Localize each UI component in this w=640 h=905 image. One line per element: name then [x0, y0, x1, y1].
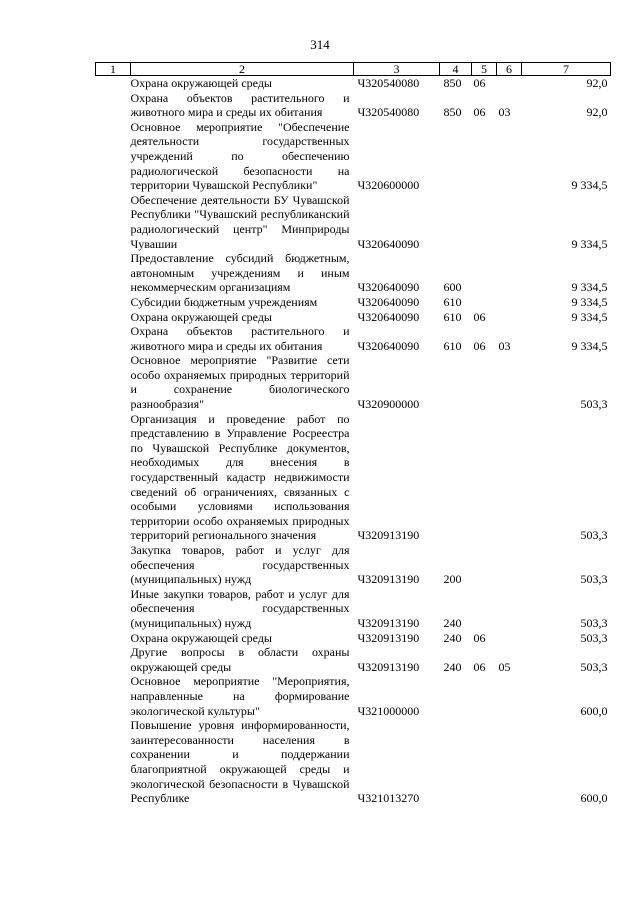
row-name: Субсидии бюджетным учреждениям [130, 294, 318, 309]
row-blank-cell [96, 310, 131, 325]
row-section [472, 120, 497, 193]
table-row [96, 353, 611, 411]
row-subsection [497, 310, 522, 325]
row-blank-cell [96, 251, 131, 295]
row-subsection [497, 631, 522, 646]
row-subsection: 03 [498, 105, 511, 120]
row-subsection [497, 295, 522, 310]
row-blank-cell [96, 120, 131, 193]
row-code: Ч320900000 [357, 397, 420, 412]
row-subsection [497, 587, 522, 631]
row-name: Охрана окружающей среды [130, 76, 272, 90]
row-name: Основное мероприятие "Мероприятия, направленные на формирование экологической культуры" [130, 674, 350, 718]
row-expense-type: 610 [443, 294, 462, 309]
table-row [96, 412, 611, 543]
row-section [472, 295, 497, 310]
row-section: 06 [473, 76, 486, 90]
row-code: Ч320913190 [357, 528, 420, 543]
row-name: Охрана окружающей среды [130, 630, 272, 645]
row-amount: 9 334,5 [571, 178, 608, 193]
row-code: Ч321013270 [357, 791, 420, 806]
row-section: 06 [473, 338, 486, 353]
row-amount: 600,0 [580, 703, 608, 718]
row-blank-cell [96, 91, 131, 120]
row-name: Повышение уровня информированности, заинтересованности населения в сохранении и поддержании благоприятной окружающей среды и экологической безопасности в Чувашской Республике [130, 718, 350, 806]
row-expense-type: 850 [443, 76, 462, 90]
table-row [96, 295, 611, 310]
table-row [96, 631, 611, 646]
row-code: Ч320540080 [357, 105, 420, 120]
row-expense-type: 240 [443, 630, 462, 645]
row-subsection [497, 353, 522, 411]
row-subsection: 03 [498, 338, 511, 353]
row-code: Ч320913190 [357, 572, 420, 587]
row-expense-type: 850 [443, 105, 462, 120]
row-expense-type: 610 [443, 309, 462, 324]
column-header-6: 6 [497, 63, 522, 76]
row-amount: 9 334,5 [571, 294, 608, 309]
row-subsection [497, 76, 522, 91]
table-row [96, 76, 611, 91]
row-blank-cell [96, 587, 131, 631]
row-amount: 92,0 [586, 105, 608, 120]
row-expense-type: 200 [443, 572, 462, 587]
row-subsection [497, 543, 522, 587]
row-subsection: 05 [498, 659, 511, 674]
page-number: 314 [310, 37, 330, 52]
row-blank-cell [96, 193, 131, 251]
table-row [96, 543, 611, 587]
row-code: Ч320640090 [357, 280, 420, 295]
table-row [96, 251, 611, 295]
column-header-1: 1 [96, 63, 131, 76]
row-code: Ч320640090 [357, 294, 420, 309]
row-subsection [497, 193, 522, 251]
row-blank-cell [96, 543, 131, 587]
table-body [96, 76, 611, 806]
row-expense-type: 600 [443, 280, 462, 295]
row-expense-type: 240 [443, 615, 462, 630]
row-blank-cell [96, 674, 131, 718]
row-section: 06 [473, 659, 486, 674]
row-subsection [497, 674, 522, 718]
row-section [472, 251, 497, 295]
row-blank-cell [96, 76, 131, 91]
table-header-row [96, 63, 611, 76]
table-row [96, 193, 611, 251]
row-amount: 503,3 [580, 528, 608, 543]
row-amount: 600,0 [580, 791, 608, 806]
row-amount: 9 334,5 [571, 309, 608, 324]
row-blank-cell [96, 412, 131, 543]
row-amount: 503,3 [580, 659, 608, 674]
row-amount: 9 334,5 [571, 236, 608, 251]
row-name: Обеспечение деятельности БУ Чувашской Республики "Чувашский республиканский радиологический центр" Минприроды Чувашии [130, 192, 350, 251]
row-section [472, 587, 497, 631]
row-name: Иные закупки товаров, работ и услуг для обеспечения государственных (муниципальных) нужд [130, 586, 350, 630]
row-subsection [497, 412, 522, 543]
row-expense-type [440, 193, 472, 251]
row-amount: 503,3 [580, 615, 608, 630]
row-expense-type [440, 674, 472, 718]
row-blank-cell [96, 295, 131, 310]
row-expense-type [440, 718, 472, 806]
row-name: Основное мероприятие "Развитие сети особо охраняемых природных территорий и сохранение биологического разнообразия" [130, 353, 350, 412]
row-name: Закупка товаров, работ и услуг для обеспечения государственных (муниципальных) нужд [130, 543, 350, 587]
row-name: Предоставление субсидий бюджетным, автономным учреждениям и иным некоммерческим организациям [130, 251, 350, 295]
row-subsection [497, 120, 522, 193]
row-section [472, 543, 497, 587]
row-code: Ч320540080 [357, 76, 420, 90]
row-section [472, 718, 497, 806]
row-code: Ч320913190 [357, 615, 420, 630]
row-amount: 503,3 [580, 397, 608, 412]
column-header-7: 7 [522, 63, 611, 76]
table-row [96, 587, 611, 631]
table-row [96, 120, 611, 193]
row-blank-cell [96, 324, 131, 353]
row-section [472, 193, 497, 251]
row-name: Охрана объектов растительного и животного мира и среды их обитания [130, 90, 350, 120]
row-name: Охрана объектов растительного и животного мира и среды их обитания [130, 324, 350, 353]
row-section [472, 353, 497, 411]
table-row [96, 310, 611, 325]
row-code: Ч320600000 [357, 178, 420, 193]
row-subsection [497, 251, 522, 295]
row-amount: 9 334,5 [571, 280, 608, 295]
row-blank-cell [96, 353, 131, 411]
row-amount: 92,0 [586, 76, 608, 90]
row-code: Ч320913190 [357, 659, 420, 674]
row-blank-cell [96, 645, 131, 674]
column-header-2: 2 [131, 63, 354, 76]
row-expense-type: 240 [443, 659, 462, 674]
column-header-5: 5 [472, 63, 497, 76]
table-row [96, 645, 611, 674]
row-code: Ч320640090 [357, 309, 420, 324]
row-section: 06 [473, 105, 486, 120]
row-subsection [497, 718, 522, 806]
row-section: 06 [473, 630, 486, 645]
table-row [96, 324, 611, 353]
row-name: Основное мероприятие "Обеспечение деятельности государственных учреждений по обеспечению радиологической безопасности на территории Чувашской Республики" [130, 119, 350, 193]
budget-table [95, 62, 611, 806]
row-code: Ч321000000 [357, 703, 420, 718]
column-header-4: 4 [440, 63, 472, 76]
table-row [96, 718, 611, 806]
row-section [472, 412, 497, 543]
row-expense-type [440, 120, 472, 193]
table-row [96, 91, 611, 120]
row-name: Другие вопросы в области охраны окружающей среды [130, 645, 350, 674]
row-amount: 503,3 [580, 630, 608, 645]
row-code: Ч320640090 [357, 236, 420, 251]
row-expense-type: 610 [443, 338, 462, 353]
row-name: Охрана окружающей среды [130, 309, 272, 324]
row-code: Ч320913190 [357, 630, 420, 645]
row-expense-type [440, 353, 472, 411]
table-row [96, 674, 611, 718]
row-amount: 9 334,5 [571, 338, 608, 353]
row-blank-cell [96, 631, 131, 646]
row-amount: 503,3 [580, 572, 608, 587]
row-blank-cell [96, 718, 131, 806]
column-header-3: 3 [354, 63, 440, 76]
row-name: Организация и проведение работ по представлению в Управление Росреестра по Чувашской Республике документов, необходимых для внесения в государственный кадастр недвижимости сведений об ограничениях, связанных с особыми условиями использования территории особо охраняемых природных территорий регионального значения [130, 411, 350, 543]
row-section [472, 674, 497, 718]
row-code: Ч320640090 [357, 338, 420, 353]
row-section: 06 [473, 309, 486, 324]
row-expense-type [440, 412, 472, 543]
